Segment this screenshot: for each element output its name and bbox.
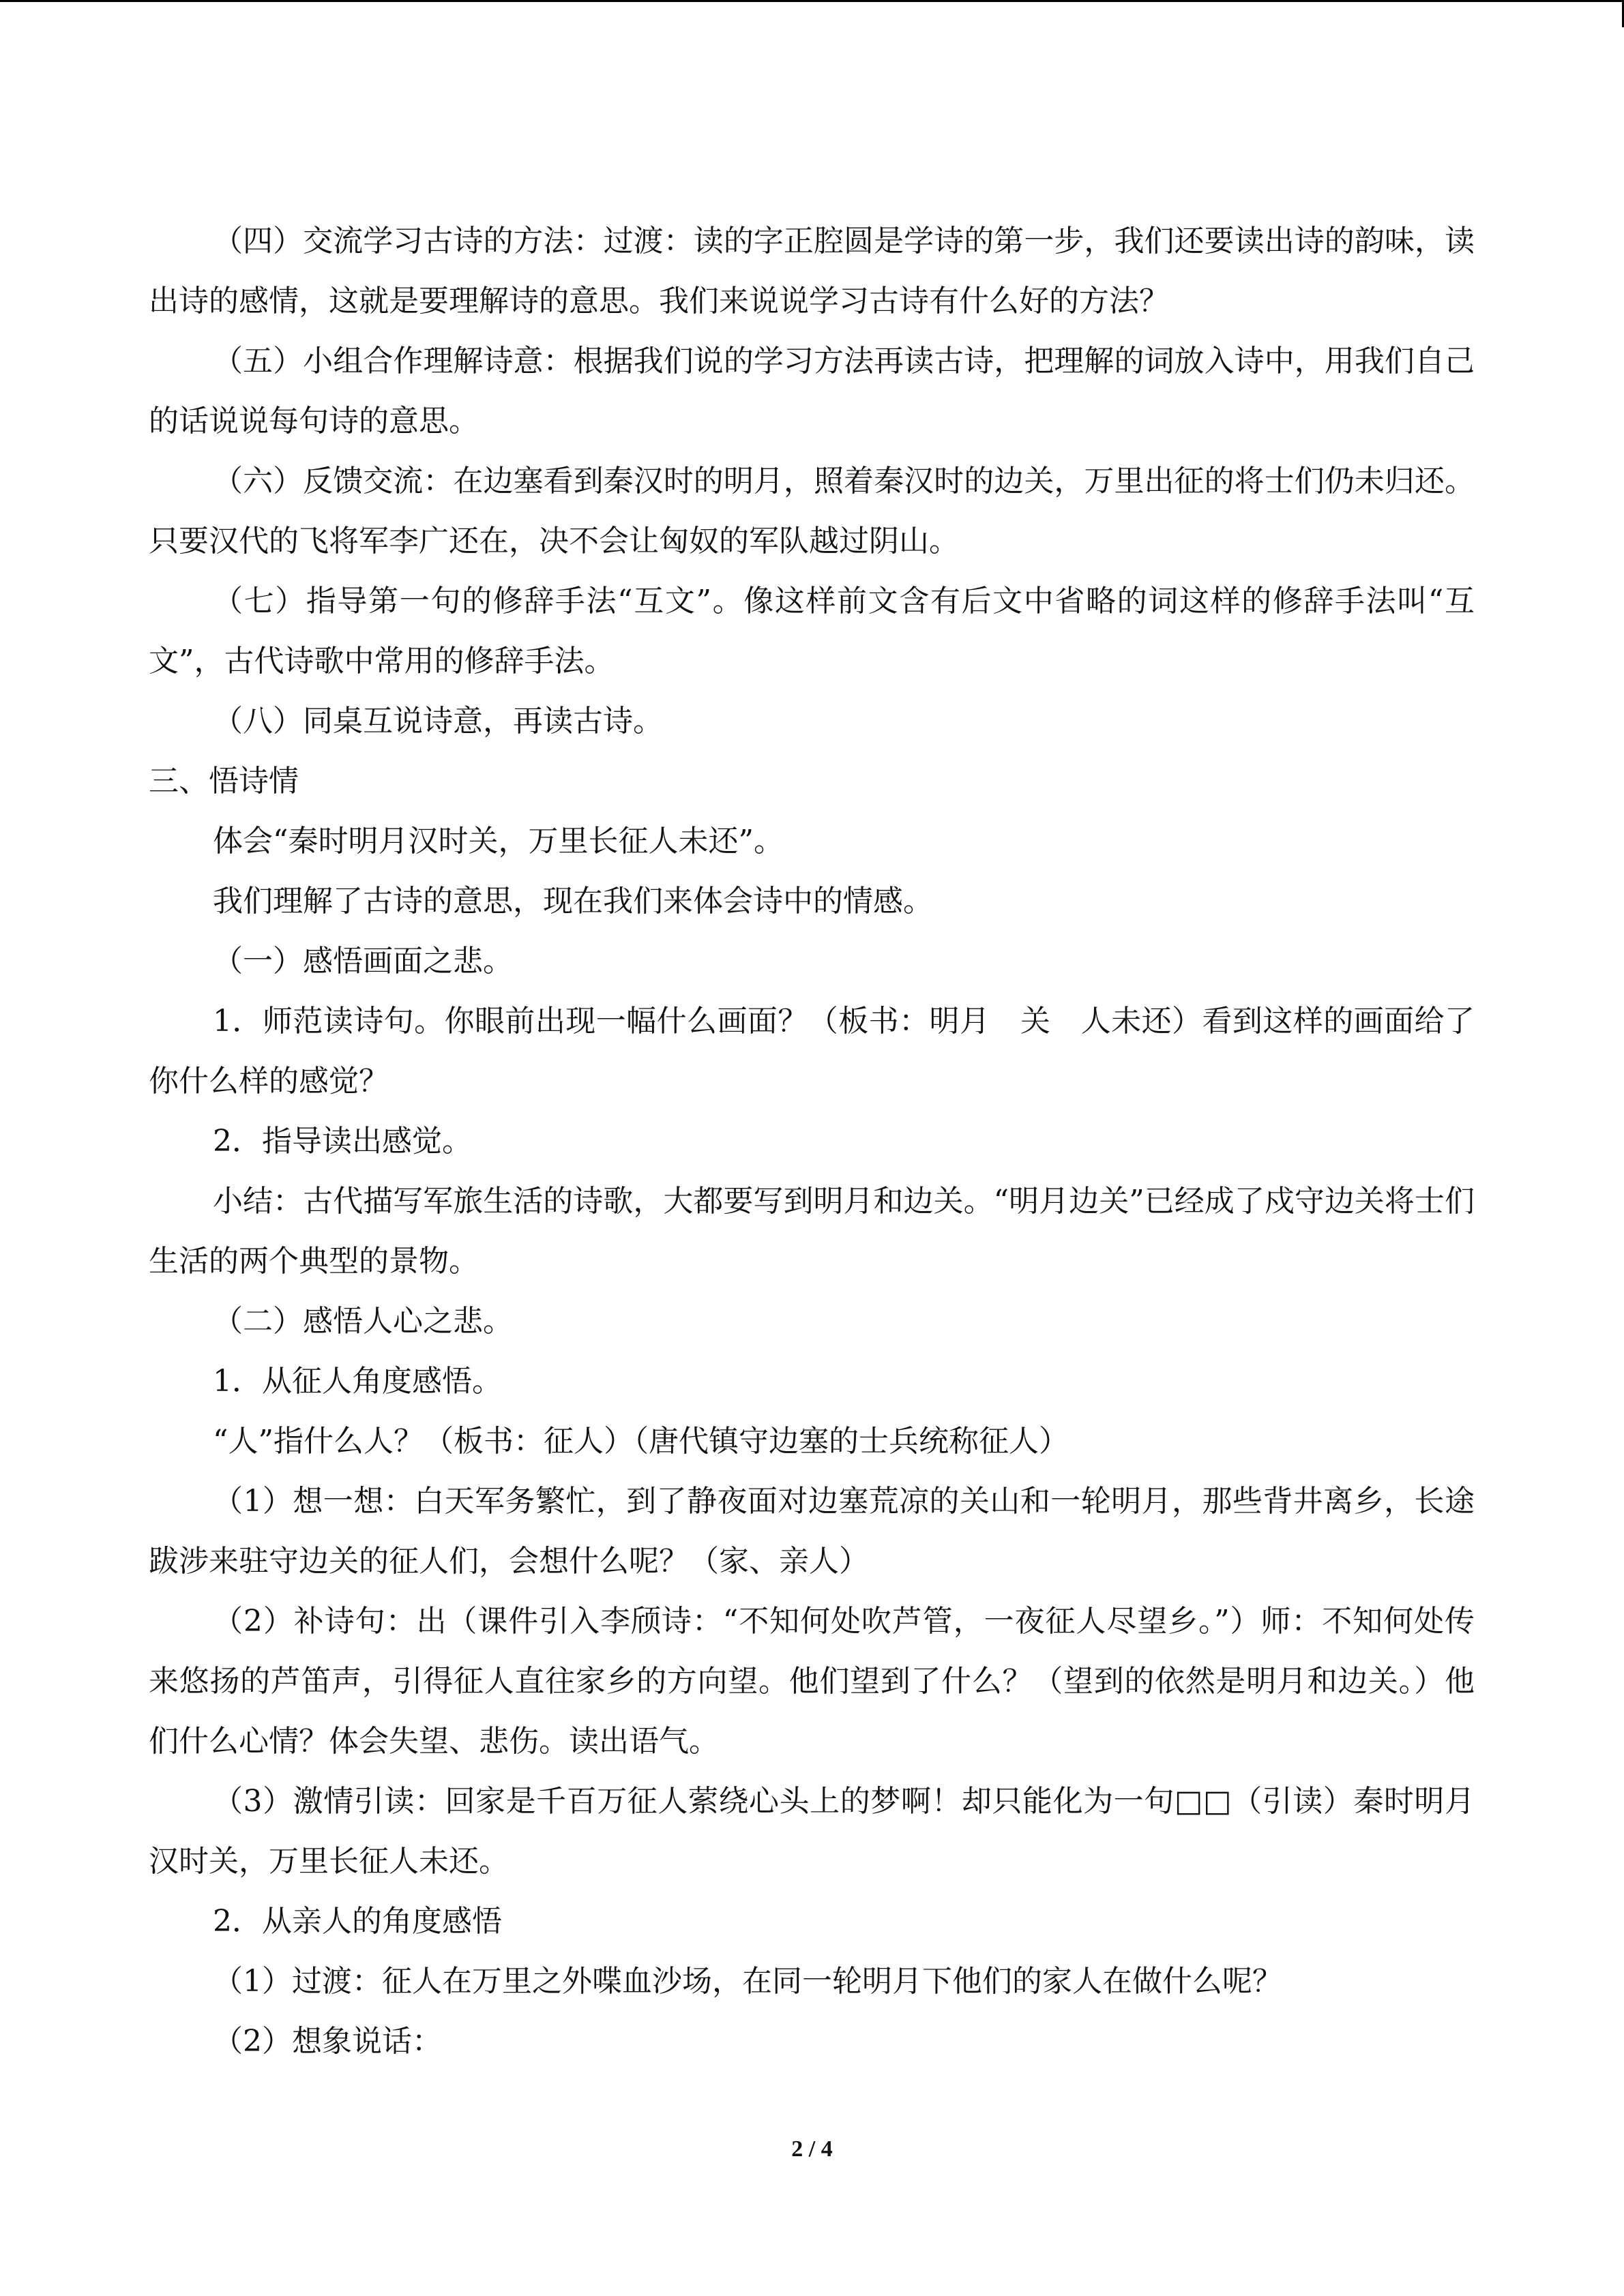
paragraph: （2）补诗句：出（课件引入李颀诗：“不知何处吹芦管，一夜征人尽望乡。”）师：不知何处传来悠扬的芦笛声，引得征人直往家乡的方向望。他们望到了什么？（望到的依然是明月和边关。）他们什么心情？体会失望、悲伤。读出语气。 (149, 1604, 1475, 1759)
paragraph: （一）感悟画面之悲。 (213, 944, 513, 979)
paragraph: （八）同桌互说诗意，再读古诗。 (213, 704, 663, 739)
paragraph: 体会“秦时明月汉时关，万里长征人未还”。 (213, 824, 784, 859)
paragraph: 2．从亲人的角度感悟 (213, 1904, 502, 1939)
paragraph: （1）过渡：征人在万里之外喋血沙场，在同一轮明月下他们的家人在做什么呢？ (213, 1964, 1282, 1999)
page-number: 2 / 4 (791, 2136, 833, 2162)
paragraph: “人”指什么人？（板书：征人）（唐代镇守边塞的士兵统称征人） (213, 1424, 1069, 1459)
top-border-line (0, 0, 1624, 2)
paragraph: （七）指导第一句的修辞手法“互文”。像这样前文含有后文中省略的词这样的修辞手法叫“互文”，古代诗歌中常用的修辞手法。 (149, 584, 1475, 679)
paragraph: （3）激情引读：回家是千百万征人萦绕心头上的梦啊！却只能化为一句□□（引读）秦时明月汉时关，万里长征人未还。 (149, 1784, 1475, 1879)
section-heading: 三、悟诗情 (149, 764, 299, 799)
paragraph: 1．师范读诗句。你眼前出现一幅什么画面？（板书：明月 关 人未还）看到这样的画面给了你什么样的感觉？ (149, 1004, 1475, 1099)
paragraph: （二）感悟人心之悲。 (213, 1304, 513, 1339)
paragraph: （2）想象说话： (213, 2024, 442, 2059)
paragraph: （五）小组合作理解诗意：根据我们说的学习方法再读古诗，把理解的词放入诗中，用我们自己的话说说每句诗的意思。 (149, 344, 1475, 438)
paragraph: 2．指导读出感觉。 (213, 1124, 472, 1159)
paragraph: 我们理解了古诗的意思，现在我们来体会诗中的情感。 (213, 884, 933, 919)
paragraph: （1）想一想：白天军务繁忙，到了静夜面对边塞荒凉的关山和一轮明月，那些背井离乡，长途跋涉来驻守边关的征人们，会想什么呢？（家、亲人） (149, 1484, 1475, 1579)
paragraph: （六）反馈交流：在边塞看到秦汉时的明月，照着秦汉时的边关，万里出征的将士们仍未归还。只要汉代的飞将军李广还在，决不会让匈奴的军队越过阴山。 (149, 464, 1475, 558)
paragraph: （四）交流学习古诗的方法：过渡：读的字正腔圆是学诗的第一步，我们还要读出诗的韵味，读出诗的感情，这就是要理解诗的意思。我们来说说学习古诗有什么好的方法？ (149, 224, 1475, 318)
document-body (149, 211, 1475, 2072)
paragraph: 小结：古代描写军旅生活的诗歌，大都要写到明月和边关。“明月边关”已经成了戍守边关将士们生活的两个典型的景物。 (149, 1184, 1475, 1279)
paragraph: 1．从征人角度感悟。 (213, 1364, 502, 1399)
